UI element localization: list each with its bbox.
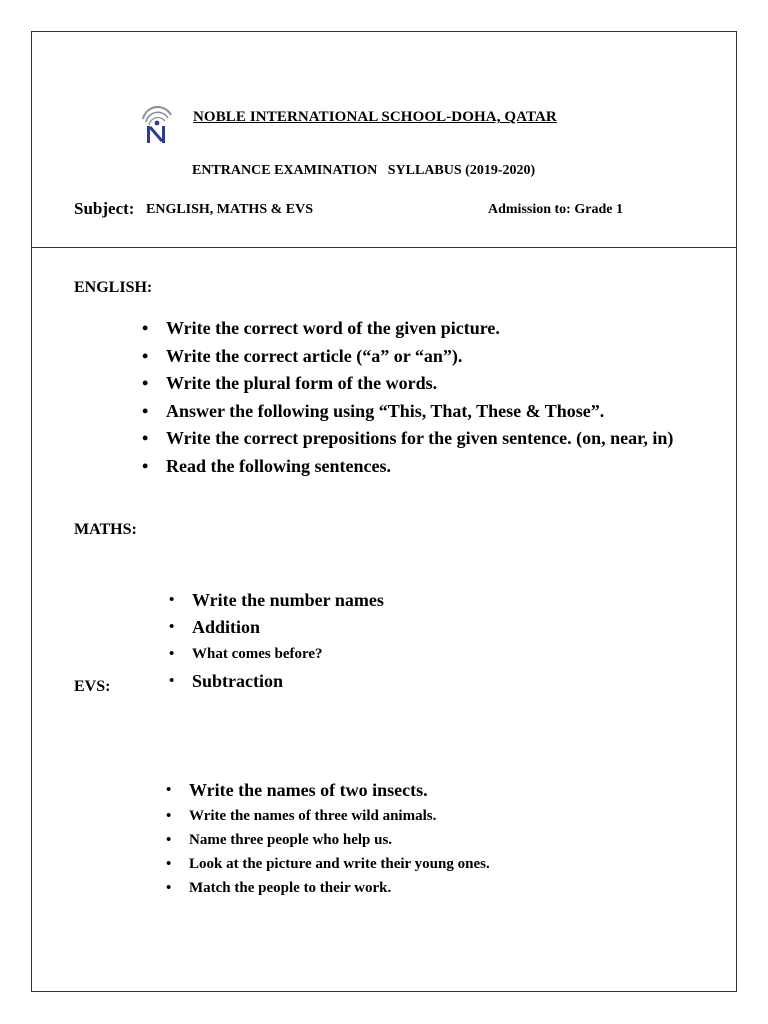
list-item: • Write the correct prepositions for the given sentence. (on, near, in) (140, 425, 680, 453)
evs-heading: EVS: (74, 678, 111, 695)
list-item: • Answer the following using “This, That, These & Those”. (140, 398, 680, 426)
document-frame (31, 31, 737, 992)
list-item: • What comes before? (166, 641, 566, 668)
list-item: • Match the people to their work. (163, 876, 663, 900)
evs-list (163, 777, 663, 900)
list-item: • Read the following sentences. (140, 453, 680, 481)
list-item: • Subtraction (166, 668, 566, 695)
header-divider (32, 247, 736, 248)
english-list (140, 315, 680, 480)
list-item: • Write the correct article (“a” or “an”). (140, 343, 680, 371)
school-logo-icon (139, 105, 177, 149)
list-item: • Write the names of two insects. (163, 777, 663, 804)
list-item: • Write the correct word of the given picture. (140, 315, 680, 343)
list-item: • Write the plural form of the words. (140, 370, 680, 398)
exam-title: ENTRANCE EXAMINATION SYLLABUS (2019-2020) (192, 163, 536, 178)
list-item: • Write the names of three wild animals. (163, 804, 663, 828)
list-item: • Name three people who help us. (163, 828, 663, 852)
list-item: • Look at the picture and write their young ones. (163, 852, 663, 876)
subject-label: Subject: (74, 199, 135, 218)
maths-heading: MATHS: (74, 521, 137, 538)
list-item: • Addition (166, 614, 566, 641)
school-name: NOBLE INTERNATIONAL SCHOOL-DOHA, QATAR (193, 109, 557, 125)
subject-value: ENGLISH, MATHS & EVS (146, 202, 313, 217)
maths-list (166, 587, 566, 695)
list-item: • Write the number names (166, 587, 566, 614)
english-heading: ENGLISH: (74, 279, 153, 296)
admission-grade: Admission to: Grade 1 (488, 202, 623, 217)
